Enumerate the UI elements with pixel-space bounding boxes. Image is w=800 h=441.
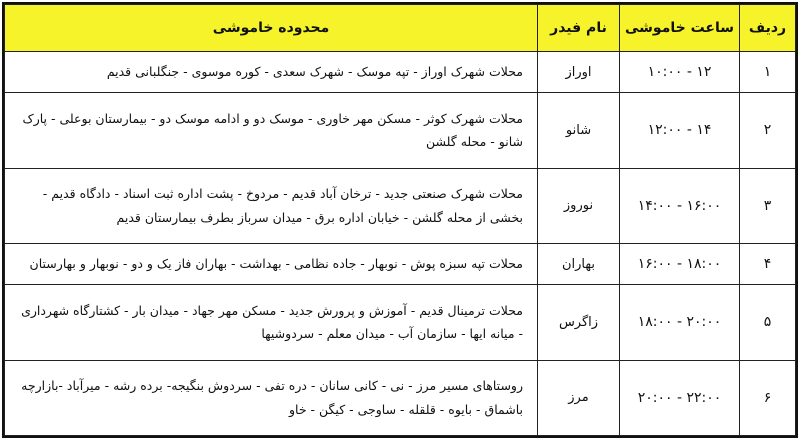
row-number: ۴ xyxy=(740,243,796,284)
outage-time: ۲۰:۰۰ - ۱۸:۰۰ xyxy=(620,285,740,360)
outage-time: ۱۸:۰۰ - ۱۶:۰۰ xyxy=(620,243,740,284)
table-row xyxy=(5,52,796,93)
table-row xyxy=(5,243,796,284)
header-outage-area: محدوده خاموشی xyxy=(5,5,538,52)
feeder-name: نوروز xyxy=(538,168,620,243)
outage-area: محلات شهرک اوراز - تپه موسک - شهرک سعدی - کوره موسوی - جنگلبانی قدیم xyxy=(5,52,538,93)
header-row xyxy=(5,5,796,52)
outage-time: ۱۲ - ۱۰:۰۰ xyxy=(620,52,740,93)
row-number: ۶ xyxy=(740,360,796,435)
outage-area: محلات تپه سبزه پوش - نوبهار - جاده نظامی - بهداشت - بهاران فاز یک و دو - نوبهار و بهارستان xyxy=(5,243,538,284)
table-row xyxy=(5,285,796,360)
header-row-number: ردیف xyxy=(740,5,796,52)
outage-area: محلات ترمینال قدیم - آموزش و پرورش جدید - مسکن مهر جهاد - میدان بار - کشتارگاه شهرداری - میانه ایها - سازمان آب - میدان معلم - سردوشیها xyxy=(5,285,538,360)
outage-time: ۲۲:۰۰ - ۲۰:۰۰ xyxy=(620,360,740,435)
row-number: ۵ xyxy=(740,285,796,360)
feeder-name: شانو xyxy=(538,93,620,168)
header-outage-time: ساعت خاموشی xyxy=(620,5,740,52)
header-feeder-name: نام فیدر xyxy=(538,5,620,52)
outage-area: محلات شهرک صنعتی جدید - ترخان آباد قدیم - مردوخ - پشت اداره ثبت اسناد - دادگاه قدیم - بخشی از محله گلشن - خیابان اداره برق - میدان سرباز بطرف بیمارستان قدیم xyxy=(5,168,538,243)
outage-schedule-table xyxy=(2,2,798,438)
outage-time: ۱۶:۰۰ - ۱۴:۰۰ xyxy=(620,168,740,243)
table-row xyxy=(5,360,796,435)
table-row xyxy=(5,93,796,168)
outage-area: محلات شهرک کوثر - مسکن مهر خاوری - موسک دو و ادامه موسک دو - بیمارستان بوعلی - پارک شانو - محله گلشن xyxy=(5,93,538,168)
outage-time: ۱۴ - ۱۲:۰۰ xyxy=(620,93,740,168)
feeder-name: بهاران xyxy=(538,243,620,284)
row-number: ۳ xyxy=(740,168,796,243)
row-number: ۱ xyxy=(740,52,796,93)
feeder-name: مرز xyxy=(538,360,620,435)
feeder-name: زاگرس xyxy=(538,285,620,360)
row-number: ۲ xyxy=(740,93,796,168)
feeder-name: اوراز xyxy=(538,52,620,93)
outage-area: روستاهای مسیر مرز - نی - کانی سانان - دره تفی - سردوش بنگیجه- برده رشه - میرآباد -بازارچه باشماق - بایوه - قلقله - ساوجی - کیگن - خاو xyxy=(5,360,538,435)
table-row xyxy=(5,168,796,243)
